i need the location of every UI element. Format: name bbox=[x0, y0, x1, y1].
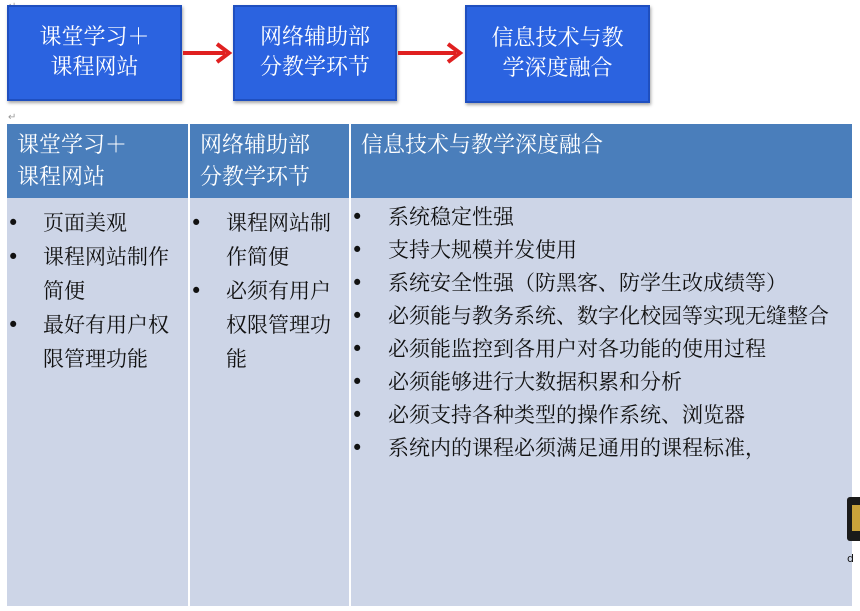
list-item: • 必须能够进行大数据积累和分析 bbox=[351, 366, 852, 399]
flow-box-network: 网络辅助部 分教学环节 bbox=[233, 5, 397, 101]
flow-box-integration: 信息技术与教 学深度融合 bbox=[465, 5, 650, 103]
bullet-icon: • bbox=[7, 211, 20, 235]
bullet-icon: • bbox=[190, 211, 203, 235]
list-item: • 页面美观 bbox=[7, 206, 188, 240]
comparison-table bbox=[7, 124, 852, 606]
list-item: • 课程网站制作简便 bbox=[190, 206, 349, 274]
brand-text: d bbox=[847, 552, 854, 565]
list-item: • 必须支持各种类型的操作系统、浏览器 bbox=[351, 399, 852, 432]
list-item: • 系统内的课程必须满足通用的课程标准， bbox=[351, 432, 852, 465]
bullet-icon: • bbox=[351, 205, 364, 229]
arrow-right-icon bbox=[396, 38, 466, 68]
table-header-col3: 信息技术与教学深度融合 bbox=[351, 124, 852, 198]
bullet-icon: • bbox=[351, 403, 364, 427]
brand-logo-detail bbox=[852, 505, 860, 531]
paragraph-mark: ↵ bbox=[8, 112, 17, 123]
table-header-col1: 课堂学习＋ 课程网站 bbox=[7, 124, 188, 198]
bullet-icon: • bbox=[351, 337, 364, 361]
bullet-icon: • bbox=[351, 238, 364, 262]
arrow-right-icon bbox=[181, 38, 235, 68]
flow-box-classroom: 课堂学习＋ 课程网站 bbox=[7, 5, 182, 101]
bullet-icon: • bbox=[351, 304, 364, 328]
table-col2 bbox=[190, 198, 349, 606]
list-item: • 必须能与教务系统、数字化校园等实现无缝整合 bbox=[351, 300, 852, 333]
bullet-icon: • bbox=[7, 313, 20, 337]
list-item: • 系统稳定性强 bbox=[351, 201, 852, 234]
bullet-icon: • bbox=[190, 279, 203, 303]
bullet-icon: • bbox=[7, 245, 20, 269]
bullet-icon: • bbox=[351, 436, 364, 460]
list-item: • 必须能监控到各用户对各功能的使用过程 bbox=[351, 333, 852, 366]
table-col3 bbox=[351, 198, 852, 606]
list-item: • 课程网站制作简便 bbox=[7, 240, 188, 308]
list-item: • 支持大规模并发使用 bbox=[351, 234, 852, 267]
bullet-icon: • bbox=[351, 370, 364, 394]
list-item: • 最好有用户权限管理功能 bbox=[7, 308, 188, 376]
table-header-col2: 网络辅助部 分教学环节 bbox=[190, 124, 349, 198]
list-item: • 系统安全性强（防黑客、防学生改成绩等） bbox=[351, 267, 852, 300]
bullet-icon: • bbox=[351, 271, 364, 295]
table-col1 bbox=[7, 198, 188, 606]
list-item: • 必须有用户权限管理功能 bbox=[190, 274, 349, 376]
